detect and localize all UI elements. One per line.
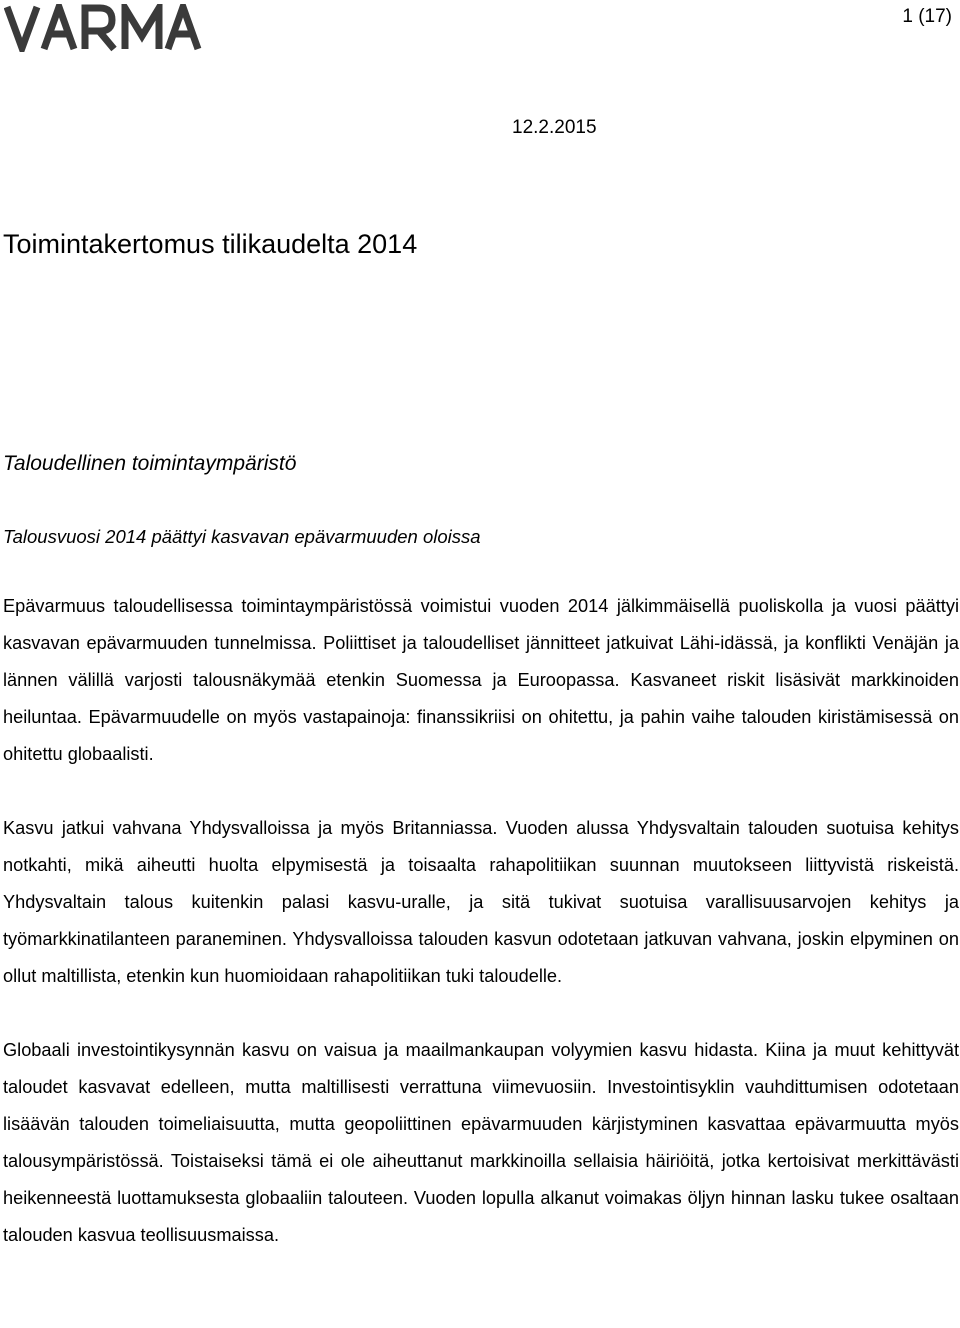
paragraph: Globaali investointikysynnän kasvu on vaisua ja maailmankaupan volyymien kasvu hidasta. Kiina ja muut kehittyvät taloudet kasvavat edelleen, mutta maltillisesti verrattuna viimevuosiin. Investointisyklin vauhdittumisen odotetaan lisäävän talouden toimeliaisuutta, mutta geopoliittinen epävarmuuden kärjistyminen kasvattaa epävarmuutta myös talousympäristössä. Toistaiseksi tämä ei ole aiheuttanut markkinoilla sellaisia häiriöitä, jotka kertoisivat merkittävästi heikenneestä luottamuksesta globaaliin talouteen. Vuoden lopulla alkanut voimakas öljyn hinnan lasku tukee osaltaan talouden kasvua teollisuusmaissa. (3, 1040, 959, 1245)
varma-logo (4, 4, 204, 52)
document-date: 12.2.2015 (512, 117, 597, 138)
paragraph: Kasvu jatkui vahvana Yhdysvalloissa ja myös Britanniassa. Vuoden alussa Yhdysvaltain talouden suotuisa kehitys notkahti, mikä aiheutti huolta elpymisestä ja toisaalta rahapolitiikan suunnan muutokseen liittyvistä riskeistä. Yhdysvaltain talous kuitenkin palasi kasvu-uralle, ja sitä tukivat suotuisa varallisuusarvojen kehitys ja työmarkkinatilanteen paraneminen. Yhdysvalloissa talouden kasvun odotetaan jatkuvan vahvana, joskin elpyminen on ollut maltillista, etenkin kun huomioidaan rahapolitiikan tuki taloudelle. (3, 818, 959, 986)
section-heading: Taloudellinen toimintaympäristö (3, 452, 297, 475)
page-number: 1 (17) (902, 6, 952, 27)
subsection-heading: Talousvuosi 2014 päättyi kasvavan epävarmuuden oloissa (3, 526, 481, 547)
body-text (3, 588, 959, 1254)
paragraph: Epävarmuus taloudellisessa toimintaympäristössä voimistui vuoden 2014 jälkimmäisellä puoliskolla ja vuosi päättyi kasvavan epävarmuuden tunnelmissa. Poliittiset ja taloudelliset jännitteet jatkuivat Lähi-idässä, ja konflikti Venäjän ja lännen välillä varjosti talousnäkymää etenkin Suomessa ja Euroopassa. Kasvaneet riskit lisäsivät markkinoiden heiluntaa. Epävarmuudelle on myös vastapainoja: finanssikriisi on ohitettu, ja pahin vaihe talouden kiristämisessä on ohitettu globaalisti. (3, 596, 959, 764)
document-title: Toimintakertomus tilikaudelta 2014 (3, 229, 418, 259)
